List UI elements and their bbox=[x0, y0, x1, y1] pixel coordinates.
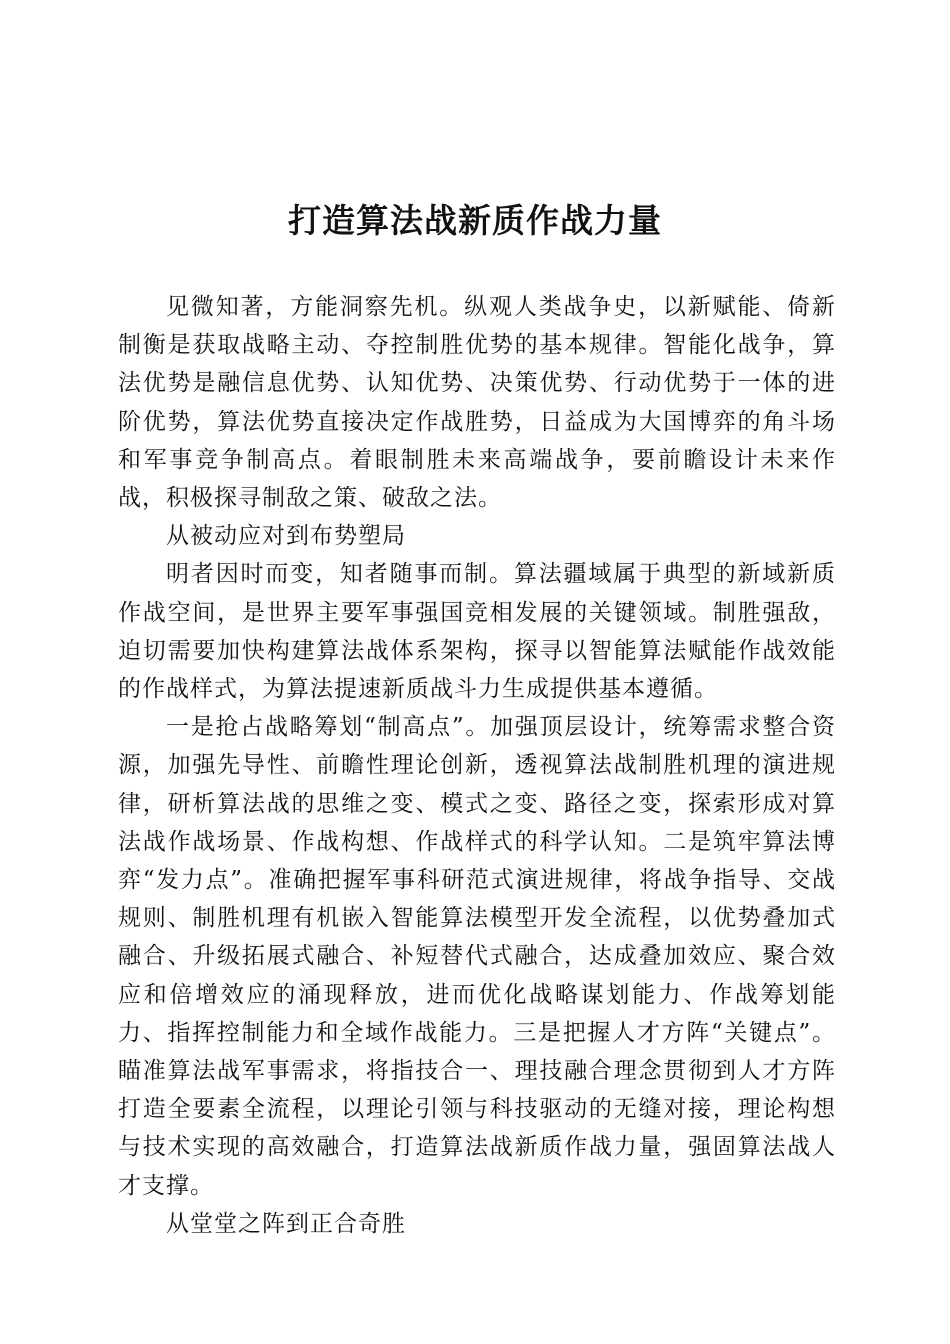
paragraph-intro: 见微知著，方能洞察先机。纵观人类战争史，以新赋能、倚新制衡是获取战略主动、夺控制胜优势的基本规律。智能化战争，算法优势是融信息优势、认知优势、决策优势、行动优势于一体的进阶优势，算法优势直接决定作战胜势，日益成为大国博弈的角斗场和军事竞争制高点。着眼制胜未来高端战争，要前瞻设计未来作战，积极探寻制敌之策、破敌之法。 bbox=[118, 294, 836, 512]
paragraph-section-1-points: 一是抢占战略筹划“制高点”。加强顶层设计，统筹需求整合资源，加强先导性、前瞻性理论创新，透视算法战制胜机理的演进规律，研析算法战的思维之变、模式之变、路径之变，探索形成对算法战作战场景、作战构想、作战样式的科学认知。二是筑牢算法博弈“发力点”。准确把握军事科研范式演进规律，将战争指导、交战规则、制胜机理有机嵌入智能算法模型开发全流程，以优势叠加式融合、升级拓展式融合、补短替代式融合，达成叠加效应、聚合效应和倍增效应的涌现释放，进而优化战略谋划能力、作战筹划能力、指挥控制能力和全域作战能力。三是把握人才方阵“关键点”。瞄准算法战军事需求，将指技合一、理技融合理念贯彻到人才方阵打造全要素全流程，以理论引领与科技驱动的无缝对接，理论构想与技术实现的高效融合，打造算法战新质作战力量，强固算法战人才支撑。 bbox=[118, 714, 836, 1199]
document-title: 打造算法战新质作战力量 bbox=[288, 201, 662, 240]
paragraph-section-1-intro: 明者因时而变，知者随事而制。算法疆域属于典型的新域新质作战空间，是世界主要军事强国竞相发展的关键领域。制胜强敌，迫切需要加快构建算法战体系架构，探寻以智能算法赋能作战效能的作战样式，为算法提速新质战斗力生成提供基本遵循。 bbox=[118, 561, 836, 703]
section-heading-1: 从被动应对到布势塑局 bbox=[166, 523, 406, 550]
document-body bbox=[118, 288, 836, 1243]
section-heading-2: 从堂堂之阵到正合奇胜 bbox=[166, 1210, 406, 1237]
